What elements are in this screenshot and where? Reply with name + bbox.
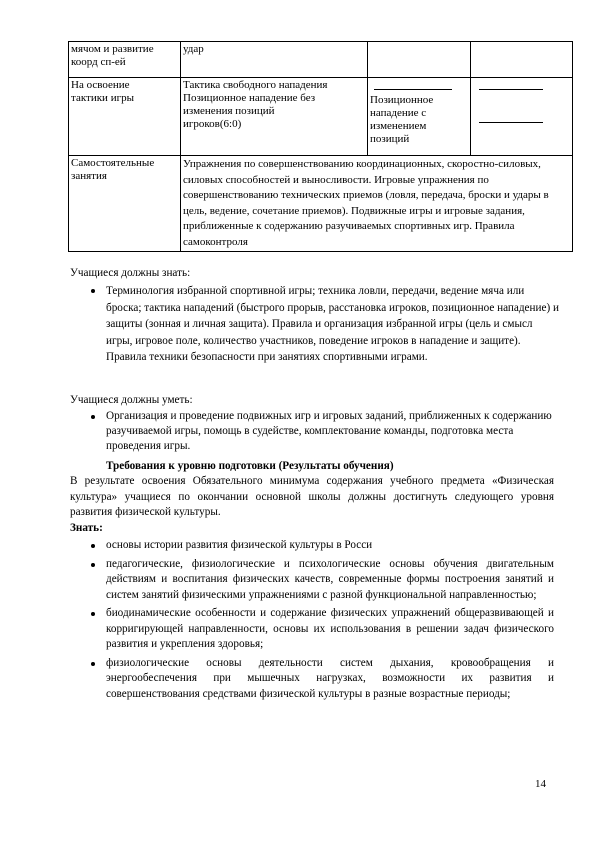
- cell-text: Упражнения по совершенствованию координационных, скоростно-силовых, силовых способностей и выносливости. Игровые упражнения по совершенствованию технических приемов (ловля, передача, броски и удары в цель, ведение, сочетание приемов). Подвижные игры и игровые задания, приближенные к содержанию разучиваемых спортивных игр. Правила самоконтроля: [183, 158, 549, 248]
- cell-text: занятия: [71, 170, 107, 182]
- table-cell: [368, 78, 471, 156]
- bullet-icon: [91, 563, 95, 567]
- list-item-text: основы истории развития физической культуры в Росси: [106, 539, 373, 551]
- table-cell: [181, 42, 368, 78]
- section-heading: Учащиеся должны знать:: [70, 267, 191, 279]
- cell-text: изменения позиций: [183, 105, 275, 117]
- cell-text: Позиционное: [370, 94, 434, 106]
- table-cell: [471, 42, 573, 78]
- requirements-intro: В результате освоения Обязательного минимума содержания учебного предмета «Физическая культура» учащиеся по окончании основной школы должны достигнуть следующего уровня развития физической культуры.: [70, 475, 554, 518]
- list-item-text: биодинамические особенности и содержание физических упражнений общеразвивающей и корригирующей направленности, основы их использования в решении задач физического развития и укрепления здоровья;: [106, 607, 554, 650]
- blank-underline: [479, 112, 543, 123]
- list-item: [70, 557, 554, 604]
- bullet-icon: [91, 612, 95, 616]
- bullet-icon: [91, 662, 95, 666]
- curriculum-table: [68, 41, 573, 252]
- requirements-title: Требования к уровню подготовки (Результаты обучения): [106, 460, 394, 472]
- list-item-text: Терминология избранной спортивной игры; техника ловли, передачи, ведение мяча или броска; тактика нападений (быстрого прорыв, расстановка игроков, позиционное нападение) и защиты (зонная и личная защита). Правила и организация избранной игры (цель и смысл игры, игровое поле, количество участников, поведение игроков в нападение и защите). Правила техники безопасности при занятиях спортивными играми.: [106, 285, 559, 363]
- table-cell: [181, 78, 368, 156]
- table-row: [69, 156, 573, 252]
- list-item: [70, 538, 554, 554]
- list-item-text: педагогические, физиологические и психологические основы обучения двигательным действиям и воспитания физических качеств, современные формы построения занятий и систем занятий физическими упражнениями с разной функциональной направленностью;: [106, 557, 554, 601]
- cell-text: удар: [183, 43, 204, 55]
- section-heading: Учащиеся должны уметь:: [70, 394, 193, 406]
- know-list: [70, 283, 560, 366]
- cell-text: игроков(6:0): [183, 118, 242, 130]
- table-cell: [69, 42, 181, 78]
- bullet-icon: [91, 415, 95, 419]
- table-row: [69, 42, 573, 78]
- list-item: [70, 283, 560, 366]
- cell-text: Позиционное нападение без: [183, 92, 316, 104]
- table-cell: [368, 42, 471, 78]
- cell-text: изменением: [370, 120, 427, 132]
- cell-text: позиций: [370, 133, 410, 145]
- table-cell: [471, 78, 573, 156]
- page-number: 14: [535, 778, 546, 790]
- cell-text: Тактика свободного нападения: [183, 79, 328, 91]
- blank-underline: [374, 79, 452, 90]
- cell-text: На освоение: [71, 79, 130, 91]
- know-section: [70, 266, 560, 366]
- requirements-list: [70, 538, 554, 702]
- bullet-icon: [91, 544, 95, 548]
- can-list: [70, 409, 560, 454]
- can-section: [70, 393, 560, 454]
- blank-underline: [479, 79, 543, 90]
- cell-text: мячом и развитие: [71, 43, 154, 55]
- list-item-text: физиологические основы деятельности систем дыхания, кровообращения и энергообеспечения при мышечных нагрузках, возможности их развития и совершенствования средствами физической культуры в разные возрастные периоды;: [106, 656, 554, 700]
- list-item: [70, 409, 560, 454]
- cell-text: Самостоятельные: [71, 157, 155, 169]
- cell-text: тактики игры: [71, 92, 134, 104]
- cell-text: нападение с: [370, 107, 427, 119]
- cell-text: коорд сп-ей: [71, 56, 126, 68]
- table-row: [69, 78, 573, 156]
- table-cell: [69, 156, 181, 252]
- know-label: Знать:: [70, 522, 103, 534]
- list-item: [70, 656, 554, 703]
- table-cell: [69, 78, 181, 156]
- list-item: [70, 606, 554, 653]
- requirements-items: [70, 538, 554, 702]
- list-item-text: Организация и проведение подвижных игр и игровых заданий, приближенных к содержанию разучиваемой игры, помощь в судействе, комплектование команды, подготовка места проведения игры.: [106, 410, 552, 452]
- bullet-icon: [91, 289, 95, 293]
- table-cell: [181, 156, 573, 252]
